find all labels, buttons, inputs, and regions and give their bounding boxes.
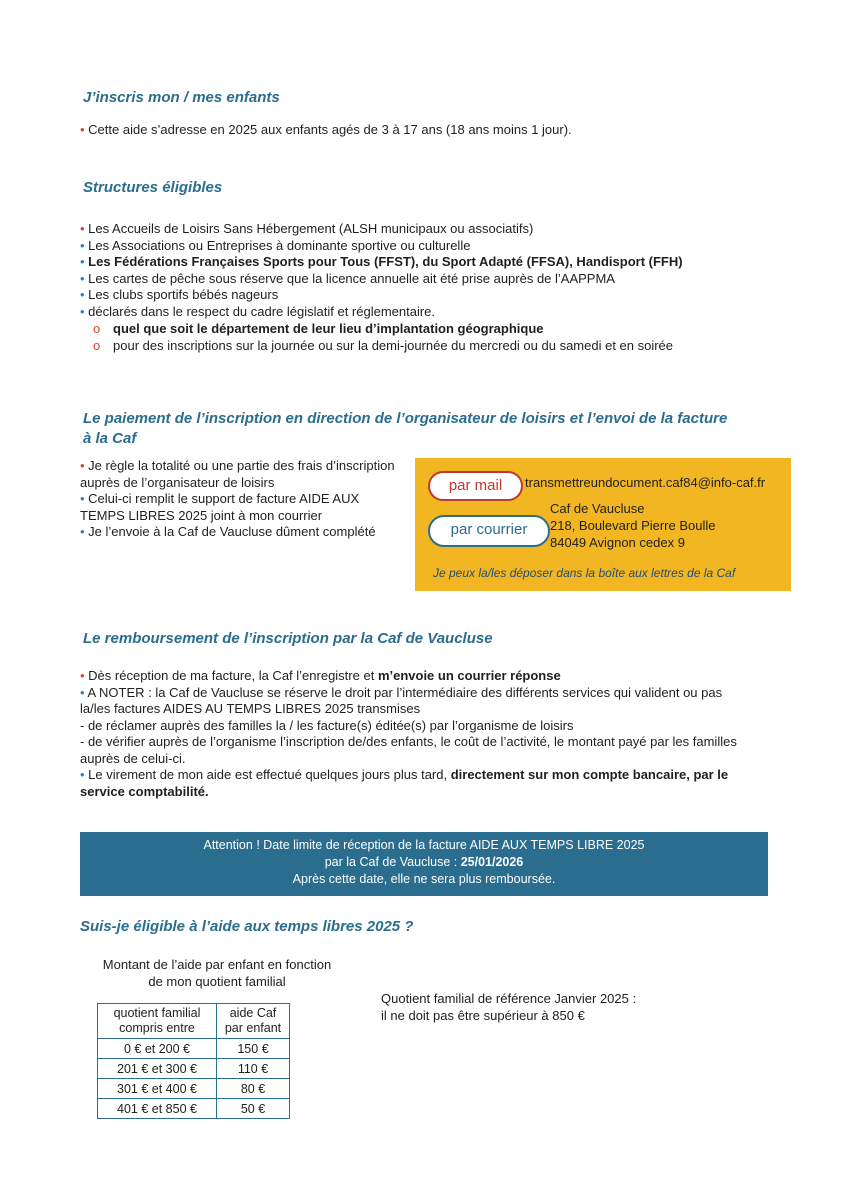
list-item xyxy=(80,458,410,475)
text-run: A NOTER : la Caf de Vaucluse se réserve le droit par l’intermédiaire des différents services qui valident ou pas xyxy=(87,684,723,700)
header-aide: aide Caf par enfant xyxy=(217,1004,290,1039)
list-item xyxy=(80,524,410,541)
payment-steps xyxy=(80,458,410,541)
table-row xyxy=(98,1039,290,1059)
list-item xyxy=(80,271,683,288)
text-run-bold: directement sur mon compte bancaire, par le xyxy=(450,767,729,782)
par-mail-label: par mail xyxy=(428,471,523,501)
text-run-bold: m’envoie un courrier réponse xyxy=(377,668,561,683)
list-item-text: Les clubs sportifs bébés nageurs xyxy=(88,287,279,302)
list-item xyxy=(80,304,683,321)
text-run: Le virement de mon aide est effectué quelques jours plus tard, xyxy=(88,767,451,782)
text-run: Dès réception de ma facture, la Caf l’enregistre et xyxy=(88,668,378,683)
table-caption xyxy=(92,956,342,990)
sub-list-item xyxy=(93,320,544,337)
list-item-text: Les Fédérations Françaises Sports pour Tous (FFST), du Sport Adapté (FFSA), Handisport (FFH) xyxy=(88,254,683,269)
section-heading-paiement xyxy=(83,409,727,449)
list-item xyxy=(80,254,683,271)
quotient-reference-note xyxy=(381,990,636,1024)
list-item-text: Je règle la totalité ou une partie des frais d’inscription xyxy=(88,458,395,473)
list-item xyxy=(80,221,683,238)
list-item xyxy=(80,685,737,702)
bullet-icon: • xyxy=(80,237,89,253)
section-heading-inscription: J’inscris mon / mes enfants xyxy=(83,89,280,106)
range-cell: 201 € et 300 € xyxy=(98,1059,217,1079)
table-header-row xyxy=(98,1004,290,1039)
section-heading-structures: Structures éligibles xyxy=(83,179,223,196)
list-item-text: déclarés dans le respect du cadre législatif et réglementaire. xyxy=(88,303,436,319)
list-item xyxy=(80,122,572,139)
banner-line xyxy=(80,854,768,871)
note-line: il ne doit pas être supérieur à 850 € xyxy=(381,1008,585,1023)
send-options-box xyxy=(415,458,791,591)
bullet-icon: • xyxy=(80,254,89,269)
list-item-text: Je l’envoie à la Caf de Vaucluse dûment complété xyxy=(88,524,376,539)
bullet-icon: • xyxy=(80,287,89,302)
sub-list-item xyxy=(93,337,673,354)
bullet-icon: • xyxy=(80,491,89,506)
bullet-icon: • xyxy=(80,524,89,539)
list-item xyxy=(80,668,737,685)
list-item-continuation: auprès de l’organisateur de loisirs xyxy=(80,474,275,490)
range-cell: 0 € et 200 € xyxy=(98,1039,217,1059)
table-row xyxy=(98,1099,290,1119)
banner-line: Après cette date, elle ne sera plus remboursée. xyxy=(292,872,556,886)
banner-line: Attention ! Date limite de réception de la facture AIDE AUX TEMPS LIBRE 2025 xyxy=(203,838,645,852)
bullet-icon: • xyxy=(80,767,89,782)
caption-line: Montant de l’aide par enfant en fonction xyxy=(102,957,332,972)
section-heading-eligibilite: Suis-je éligible à l’aide aux temps libres 2025 ? xyxy=(80,918,414,935)
list-item xyxy=(80,238,683,255)
heading-line: Le paiement de l’inscription en direction de l’organisateur de loisirs et l’envoi de la facture xyxy=(83,410,728,427)
address-line: Caf de Vaucluse xyxy=(550,501,645,516)
structures-list xyxy=(80,221,683,320)
amount-cell: 110 € xyxy=(217,1059,290,1079)
text-line: - de réclamer auprès des familles la / les facture(s) éditée(s) par l’organisme de loisirs xyxy=(80,717,574,733)
section-heading-remboursement: Le remboursement de l’inscription par la Caf de Vaucluse xyxy=(83,630,493,647)
quotient-table xyxy=(97,1003,290,1119)
par-courrier-label: par courrier xyxy=(428,515,550,547)
amount-cell: 50 € xyxy=(217,1099,290,1119)
list-item-text: Les Associations ou Entreprises à dominante sportive ou culturelle xyxy=(88,237,471,253)
bullet-icon: • xyxy=(80,221,89,236)
deadline-date: 25/01/2026 xyxy=(460,855,524,869)
circle-bullet-icon: o xyxy=(93,338,101,353)
text-line: la/les factures AIDES AU TEMPS LIBRES 2025 transmises xyxy=(80,701,421,716)
range-cell: 301 € et 400 € xyxy=(98,1079,217,1099)
list-item-text: Cette aide s’adresse en 2025 aux enfants agés de 3 à 17 ans (18 ans moins 1 jour). xyxy=(88,122,572,137)
caption-line: de mon quotient familial xyxy=(148,974,286,989)
list-item-text: Les Accueils de Loisirs Sans Hébergement (ALSH municipaux ou associatifs) xyxy=(88,221,534,236)
table-row xyxy=(98,1079,290,1099)
reimbursement-paragraph xyxy=(80,668,737,800)
list-item xyxy=(80,287,683,304)
email-address[interactable]: transmettreundocument.caf84@info-caf.fr xyxy=(525,475,766,490)
bullet-icon: • xyxy=(80,122,89,137)
list-item-continuation: TEMPS LIBRES 2025 joint à mon courrier xyxy=(80,507,323,523)
text-run-bold: service comptabilité. xyxy=(80,783,209,799)
circle-bullet-icon: o xyxy=(93,321,101,336)
table-row xyxy=(98,1059,290,1079)
list-item-text: Celui-ci remplit le support de facture AIDE AUX xyxy=(88,491,360,506)
list-item xyxy=(80,767,737,784)
address-line: 84049 Avignon cedex 9 xyxy=(550,535,685,550)
text-line: auprès de celui-ci. xyxy=(80,750,186,766)
address-line: 218, Boulevard Pierre Boulle xyxy=(550,518,716,533)
eligibility-age-paragraph xyxy=(80,122,572,139)
text-line: - de vérifier auprès de l’organisme l’inscription de/des enfants, le coût de l’activité, le montant payé par les familles xyxy=(80,734,737,749)
mailbox-note: Je peux la/les déposer dans la boîte aux lettres de la Caf xyxy=(433,566,736,580)
deadline-banner xyxy=(80,832,768,896)
bullet-icon: • xyxy=(80,270,89,286)
amount-cell: 150 € xyxy=(217,1039,290,1059)
bullet-icon: • xyxy=(80,303,89,319)
postal-address xyxy=(550,500,716,551)
list-item-text: Les cartes de pêche sous réserve que la licence annuelle ait été prise auprès de l’AAPPMA xyxy=(88,270,615,286)
sub-list-item-text: quel que soit le département de leur lieu d’implantation géographique xyxy=(113,321,544,336)
note-line: Quotient familial de référence Janvier 2025 : xyxy=(381,991,637,1006)
amount-cell: 80 € xyxy=(217,1079,290,1099)
bullet-icon: • xyxy=(80,668,89,683)
header-quotient: quotient familial compris entre xyxy=(98,1004,217,1039)
text-line xyxy=(80,784,737,801)
heading-line: à la Caf xyxy=(83,430,137,447)
sub-list-item-text: pour des inscriptions sur la journée ou sur la demi-journée du mercredi ou du samedi et en soirée xyxy=(113,338,674,353)
bullet-icon: • xyxy=(80,684,88,700)
text-run: par la Caf de Vaucluse : xyxy=(324,855,461,869)
bullet-icon: • xyxy=(80,458,89,473)
range-cell: 401 € et 850 € xyxy=(98,1099,217,1119)
list-item xyxy=(80,491,410,508)
